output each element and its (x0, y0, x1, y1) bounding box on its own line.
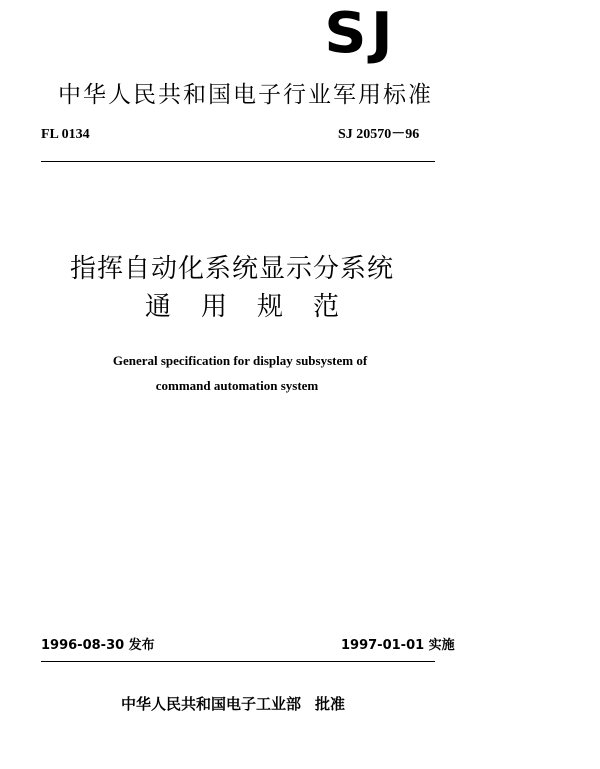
document-title-zh-line1: 指挥自动化系统显示分系统 (70, 254, 395, 284)
standard-number: SJ 20570－96 (338, 127, 420, 142)
effective-date: 1997-01-01 实施 (341, 638, 455, 653)
approval-word: 批准 (315, 695, 346, 713)
bottom-divider (41, 661, 435, 662)
classification-code: FL 0134 (41, 127, 90, 142)
top-divider (41, 161, 435, 162)
document-title-zh-line2: 通用规范 (145, 292, 370, 322)
issue-date: 1996-08-30 发布 (41, 638, 155, 653)
sj-logo: SJ (324, 1, 397, 66)
approving-authority (121, 694, 345, 714)
document-title-en-line1: General specification for display subsystem of (112, 353, 368, 368)
standard-category-title: 中华人民共和国电子行业军用标准 (58, 82, 433, 108)
approving-organization: 中华人民共和国电子工业部 (121, 695, 302, 713)
document-title-en-line2: command automation system (155, 378, 319, 393)
